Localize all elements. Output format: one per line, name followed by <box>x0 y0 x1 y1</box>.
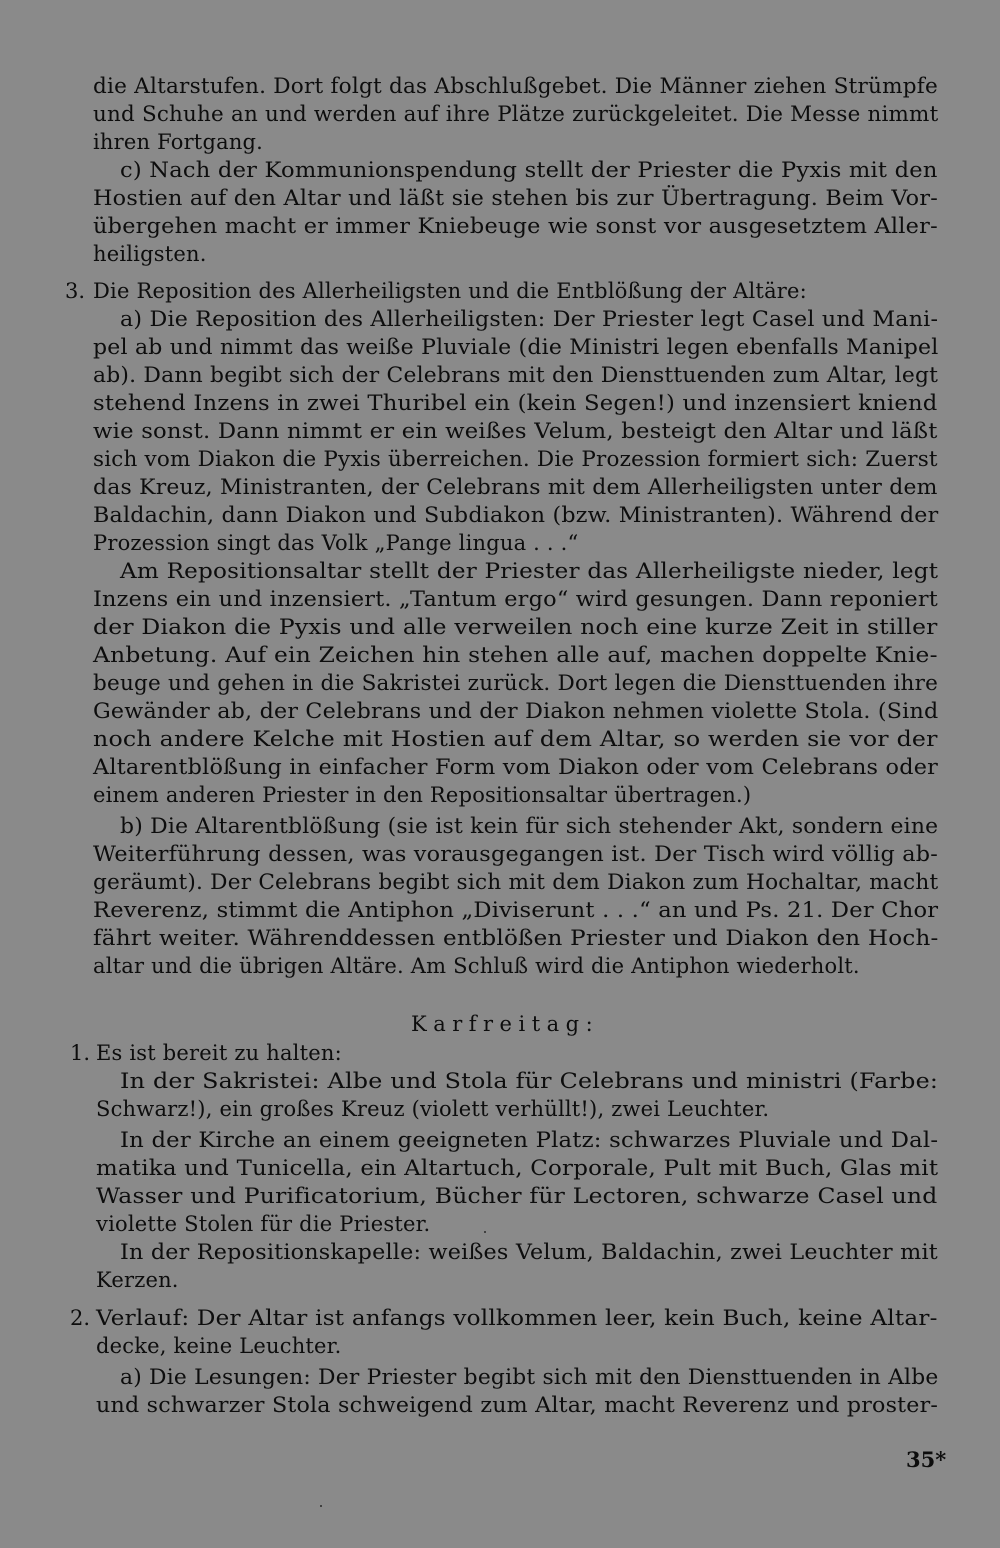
text-line: decke, keine Leuchter. <box>96 1334 342 1358</box>
item-number-2: 2. <box>70 1306 91 1330</box>
text-line: heiligsten. <box>93 242 207 266</box>
text-line: In der Repositionskapelle: weißes Velum, Baldachin, zwei Leuchter mit <box>120 1240 938 1264</box>
text-line: noch andere Kelche mit Hostien auf dem Altar, so werden sie vor der <box>93 727 938 751</box>
text-line: In der Sakristei: Albe und Stola für Celebrans und ministri (Farbe: <box>120 1069 939 1093</box>
text-line: matika und Tunicella, ein Altartuch, Corporale, Pult mit Buch, Glas mit <box>96 1156 939 1180</box>
text-line: Anbetung. Auf ein Zeichen hin stehen alle auf, machen doppelte Knie- <box>93 643 938 667</box>
text-line: Gewänder ab, der Celebrans und der Diakon nehmen violette Stola. (Sind <box>93 699 939 723</box>
text-line: Prozession singt das Volk „Pange lingua . . .“ <box>93 531 579 555</box>
text-line: c) Nach der Kommunionspendung stellt der Priester die Pyxis mit den <box>120 158 938 182</box>
text-line: ab). Dann begibt sich der Celebrans mit den Diensttuenden zum Altar, legt <box>93 363 939 387</box>
text-line: Kerzen. <box>96 1268 179 1292</box>
text-line: fährt weiter. Währenddessen entblößen Priester und Diakon den Hoch- <box>93 926 939 950</box>
speck <box>484 1231 486 1233</box>
text-line: stehend Inzens in zwei Thuribel ein (kein Segen!) und inzensiert kniend <box>93 391 938 415</box>
text-line: die Altarstufen. Dort folgt das Abschlußgebet. Die Männer ziehen Strümpfe <box>93 74 938 98</box>
text-line: einem anderen Priester in den Repositionsaltar übertragen.) <box>93 783 752 807</box>
text-line: Altarentblößung in einfacher Form vom Diakon oder vom Celebrans oder <box>93 755 939 779</box>
page-number: 35* <box>906 1447 947 1472</box>
text-line: Hostien auf den Altar und läßt sie stehen bis zur Übertragung. Beim Vor- <box>93 186 938 210</box>
text-line: Am Repositionsaltar stellt der Priester das Allerheiligste nieder, legt <box>120 559 939 583</box>
text-line: violette Stolen für die Priester. <box>96 1212 431 1236</box>
text-line: Schwarz!), ein großes Kreuz (violett verhüllt!), zwei Leuchter. <box>96 1097 770 1121</box>
text-line: Weiterführung dessen, was vorausgegangen ist. Der Tisch wird völlig ab- <box>93 842 939 866</box>
text-line: der Diakon die Pyxis und alle verweilen noch eine kurze Zeit in stiller <box>93 615 938 639</box>
text-line: Die Reposition des Allerheiligsten und die Entblößung der Altäre: <box>93 279 807 303</box>
text-line: a) Die Lesungen: Der Priester begibt sich mit den Diensttuenden in Albe <box>120 1365 939 1389</box>
item-number-1: 1. <box>70 1041 91 1065</box>
text-line: ihren Fortgang. <box>93 130 264 154</box>
text-line: geräumt). Der Celebrans begibt sich mit dem Diakon zum Hochaltar, macht <box>93 870 939 894</box>
section-heading: Karfreitag: <box>411 1012 600 1036</box>
text-line: sich vom Diakon die Pyxis überreichen. Die Prozession formiert sich: Zuerst <box>93 447 938 471</box>
text-line: und Schuhe an und werden auf ihre Plätze zurückgeleitet. Die Messe nimmt <box>93 102 939 126</box>
text-line: pel ab und nimmt das weiße Pluviale (die Ministri legen ebenfalls Manipel <box>93 335 939 359</box>
text-line: Wasser und Purificatorium, Bücher für Lectoren, schwarze Casel und <box>96 1184 938 1208</box>
text-line: Reverenz, stimmt die Antiphon „Diviserunt . . .“ an und Ps. 21. Der Chor <box>93 898 939 922</box>
text-line: Inzens ein und inzensiert. „Tantum ergo“ wird gesungen. Dann reponiert <box>93 587 938 611</box>
speck <box>320 1505 322 1507</box>
text-line: a) Die Reposition des Allerheiligsten: Der Priester legt Casel und Mani- <box>120 307 939 331</box>
text-line: beuge und gehen in die Sakristei zurück. Dort legen die Diensttuenden ihre <box>93 671 939 695</box>
text-line: altar und die übrigen Altäre. Am Schluß wird die Antiphon wiederholt. <box>93 954 860 978</box>
text-line: In der Kirche an einem geeigneten Platz: schwarzes Pluviale und Dal- <box>120 1128 939 1152</box>
text-line: Verlauf: Der Altar ist anfangs vollkommen leer, kein Buch, keine Altar- <box>96 1306 938 1330</box>
text-line: das Kreuz, Ministranten, der Celebrans mit dem Allerheiligsten unter dem <box>93 475 938 499</box>
text-line: wie sonst. Dann nimmt er ein weißes Velum, besteigt den Altar und läßt <box>93 419 938 443</box>
text-line: Es ist bereit zu halten: <box>96 1041 342 1065</box>
text-line: b) Die Altarentblößung (sie ist kein für sich stehender Akt, sondern eine <box>120 814 939 838</box>
text-line: und schwarzer Stola schweigend zum Altar, macht Reverenz und proster- <box>96 1393 939 1417</box>
item-number-3: 3. <box>65 279 86 303</box>
text-line: übergehen macht er immer Kniebeuge wie sonst vor ausgesetztem Aller- <box>93 214 938 238</box>
text-line: Baldachin, dann Diakon und Subdiakon (bzw. Ministranten). Während der <box>93 503 939 527</box>
